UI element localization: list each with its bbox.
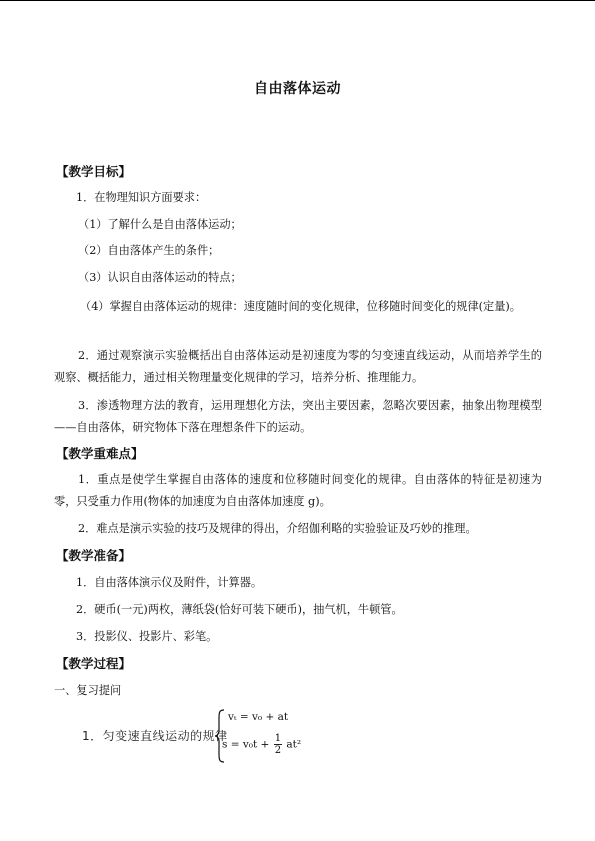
formula-fraction <box>274 733 282 756</box>
formula-displacement <box>222 733 301 756</box>
page-title: 自由落体运动 <box>254 81 341 97</box>
goals-item-1b: （2）自由落体产生的条件； <box>78 244 220 257</box>
formula-displacement-right: at² <box>286 738 302 751</box>
goals-paragraph-3: 3．渗透物理方法的教育，运用理想化方法，突出主要因素，忽略次要因素，抽象出物理模型——自由落体，研究物体下落在理想条件下的运动。 <box>54 399 542 434</box>
section-heading-process: 【教学过程】 <box>56 656 132 671</box>
formula-block <box>82 707 342 763</box>
formula-velocity: vₜ = v₀ + at <box>228 711 289 723</box>
prep-paragraph-3: 3．投影仪、投影片、彩笔。 <box>76 630 218 643</box>
keypoints-paragraph-1: 1．重点是使学生掌握自由落体的速度和位移随时间变化的规律。自由落体的特征是初速为零，只受重力作用(物体的加速度为自由落体加速度 g)。 <box>54 473 542 508</box>
goals-item-1a: （1）了解什么是自由落体运动； <box>78 218 242 231</box>
fraction-numerator: 1 <box>274 733 282 744</box>
formula-displacement-left: s = v₀t + <box>222 738 270 751</box>
goals-item-1c: （3）认识自由落体运动的特点； <box>78 271 242 284</box>
process-paragraph-1: 一、复习提问 <box>54 684 122 697</box>
prep-paragraph-2: 2．硬币(一元)两枚，薄纸袋(恰好可装下硬币)，抽气机，牛顿管。 <box>76 603 403 616</box>
section-heading-goals: 【教学目标】 <box>56 164 132 179</box>
keypoints-paragraph-2: 2．难点是演示实验的技巧及规律的得出，介绍伽利略的实验验证及巧妙的推理。 <box>78 522 477 535</box>
section-heading-keypoints: 【教学重难点】 <box>56 446 144 461</box>
prep-paragraph-1: 1．自由落体演示仪及附件，计算器。 <box>76 576 263 589</box>
goals-paragraph-2: 2．通过观察演示实验概括出自由落体运动是初速度为零的匀变速直线运动，从而培养学生的观察、概括能力，通过相关物理量变化规律的学习，培养分析、推理能力。 <box>54 349 542 384</box>
goals-item-1d: （4）掌握自由落体运动的规律：速度随时间的变化规律，位移随时间变化的规律(定量)。 <box>80 300 521 313</box>
goals-paragraph-1: 1．在物理知识方面要求： <box>76 191 207 204</box>
formula-label: 1．匀变速直线运动的规律 <box>82 729 228 743</box>
section-heading-prep: 【教学准备】 <box>56 548 132 563</box>
fraction-denominator: 2 <box>274 745 282 756</box>
